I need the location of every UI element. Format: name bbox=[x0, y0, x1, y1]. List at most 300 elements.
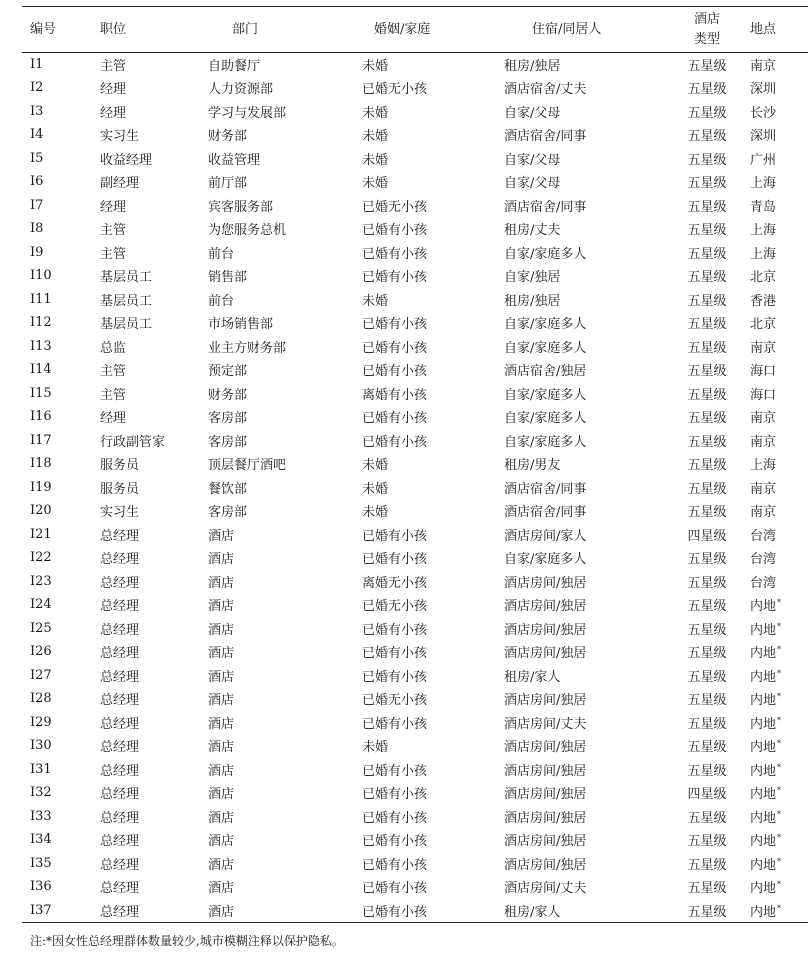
cell-marital bbox=[350, 53, 492, 77]
footnote-marker: * bbox=[777, 621, 782, 631]
cell-position-text: 总经理 bbox=[100, 716, 140, 732]
cell-location bbox=[746, 217, 808, 241]
cell-department-text: 酒店 bbox=[208, 810, 235, 826]
cell-location bbox=[746, 241, 808, 265]
cell-id-text: I34 bbox=[30, 832, 52, 848]
cell-department bbox=[196, 264, 350, 288]
table-row bbox=[22, 617, 808, 641]
cell-position bbox=[88, 828, 196, 852]
cell-id-text: I1 bbox=[30, 57, 44, 72]
cell-id bbox=[22, 288, 88, 312]
cell-position bbox=[88, 523, 196, 547]
cell-position bbox=[88, 805, 196, 829]
cell-marital-text: 已婚有小孩 bbox=[362, 810, 428, 826]
table-row bbox=[22, 382, 808, 406]
cell-location-text: 上海 bbox=[750, 176, 777, 192]
table-row bbox=[22, 76, 808, 100]
cell-id-text: I21 bbox=[30, 526, 52, 542]
cell-location-text: 深圳 bbox=[750, 129, 777, 145]
cell-marital-text: 已婚有小孩 bbox=[362, 857, 428, 873]
cell-position-text: 基层员工 bbox=[100, 270, 153, 286]
header-hotel-type-line1: 酒店 bbox=[693, 11, 720, 27]
cell-position-text: 总经理 bbox=[100, 646, 140, 662]
cell-department-text: 业主方财务部 bbox=[208, 340, 287, 356]
cell-hotel-type-text: 五星级 bbox=[687, 59, 727, 74]
cell-marital-text: 已婚无小孩 bbox=[362, 82, 428, 98]
cell-marital-text: 未婚 bbox=[362, 505, 389, 521]
cell-marital-text: 已婚有小孩 bbox=[362, 716, 428, 732]
cell-position-text: 主管 bbox=[100, 364, 127, 380]
footnote-marker: * bbox=[777, 856, 782, 866]
cell-department-text: 酒店 bbox=[208, 646, 235, 662]
cell-marital-text: 未婚 bbox=[362, 458, 389, 474]
cell-department bbox=[196, 852, 350, 876]
table-row bbox=[22, 147, 808, 171]
cell-marital bbox=[350, 217, 492, 241]
cell-marital-text: 已婚有小孩 bbox=[362, 340, 428, 356]
cell-residence-text: 酒店房间/独居 bbox=[504, 857, 587, 873]
cell-id-text: I31 bbox=[30, 761, 52, 777]
table-row bbox=[22, 664, 808, 688]
cell-location-text: 南京 bbox=[750, 59, 777, 74]
cell-id-text: I27 bbox=[30, 667, 52, 683]
cell-department-text: 酒店 bbox=[208, 528, 235, 544]
cell-department bbox=[196, 335, 350, 359]
cell-id bbox=[22, 781, 88, 805]
cell-position-text: 主管 bbox=[100, 246, 127, 262]
cell-department bbox=[196, 241, 350, 265]
cell-location-text: 海口 bbox=[750, 364, 777, 380]
cell-position bbox=[88, 429, 196, 453]
cell-id bbox=[22, 311, 88, 335]
cell-hotel-type-text: 五星级 bbox=[687, 340, 727, 356]
cell-department-text: 酒店 bbox=[208, 787, 235, 803]
cell-position-text: 主管 bbox=[100, 223, 127, 239]
cell-position-text: 主管 bbox=[100, 387, 127, 403]
cell-position-text: 总经理 bbox=[100, 622, 140, 638]
cell-marital-text: 已婚有小孩 bbox=[362, 881, 428, 897]
cell-position bbox=[88, 899, 196, 923]
cell-hotel-type bbox=[668, 828, 746, 852]
cell-marital-text: 未婚 bbox=[362, 176, 389, 192]
cell-id bbox=[22, 664, 88, 688]
cell-marital bbox=[350, 664, 492, 688]
cell-hotel-type bbox=[668, 593, 746, 617]
cell-hotel-type bbox=[668, 241, 746, 265]
cell-department bbox=[196, 899, 350, 923]
cell-residence-text: 自家/家庭多人 bbox=[504, 317, 587, 333]
table-row bbox=[22, 264, 808, 288]
footnote-marker: * bbox=[777, 598, 782, 608]
cell-marital-text: 已婚有小孩 bbox=[362, 787, 428, 803]
cell-marital bbox=[350, 852, 492, 876]
cell-department-text: 预定部 bbox=[208, 364, 248, 380]
table-row bbox=[22, 476, 808, 500]
cell-location bbox=[746, 429, 808, 453]
cell-department-text: 酒店 bbox=[208, 669, 235, 685]
cell-id-text: I30 bbox=[30, 738, 52, 754]
cell-residence-text: 租房/家人 bbox=[504, 669, 561, 685]
cell-hotel-type-text: 五星级 bbox=[687, 199, 727, 215]
cell-hotel-type-text: 五星级 bbox=[687, 552, 727, 568]
cell-hotel-type bbox=[668, 53, 746, 77]
cell-location bbox=[746, 758, 808, 782]
cell-hotel-type bbox=[668, 546, 746, 570]
table-row bbox=[22, 123, 808, 147]
cell-department-text: 人力资源部 bbox=[208, 82, 274, 98]
cell-position bbox=[88, 53, 196, 77]
cell-position-text: 服务员 bbox=[100, 481, 140, 497]
cell-residence-text: 酒店房间/独居 bbox=[504, 693, 587, 709]
cell-location bbox=[746, 852, 808, 876]
cell-hotel-type-text: 五星级 bbox=[687, 834, 727, 850]
cell-residence-text: 自家/家庭多人 bbox=[504, 552, 587, 568]
cell-residence bbox=[492, 335, 668, 359]
cell-location-text: 长沙 bbox=[750, 105, 777, 121]
cell-department bbox=[196, 288, 350, 312]
cell-department bbox=[196, 123, 350, 147]
cell-department bbox=[196, 76, 350, 100]
cell-department bbox=[196, 570, 350, 594]
cell-marital bbox=[350, 617, 492, 641]
cell-hotel-type bbox=[668, 711, 746, 735]
cell-residence bbox=[492, 828, 668, 852]
cell-marital-text: 已婚有小孩 bbox=[362, 364, 428, 380]
cell-hotel-type-text: 五星级 bbox=[687, 481, 727, 497]
cell-marital-text: 已婚有小孩 bbox=[362, 834, 428, 850]
table-row bbox=[22, 335, 808, 359]
cell-location bbox=[746, 358, 808, 382]
cell-residence-text: 酒店宿舍/独居 bbox=[504, 364, 587, 380]
cell-id-text: I36 bbox=[30, 879, 52, 895]
cell-residence-text: 租房/男友 bbox=[504, 458, 561, 474]
cell-id-text: I4 bbox=[30, 127, 44, 143]
cell-hotel-type bbox=[668, 123, 746, 147]
cell-position-text: 总经理 bbox=[100, 881, 140, 897]
cell-position-text: 副经理 bbox=[100, 176, 140, 192]
cell-marital bbox=[350, 828, 492, 852]
cell-marital bbox=[350, 288, 492, 312]
cell-residence bbox=[492, 311, 668, 335]
cell-residence-text: 自家/父母 bbox=[504, 176, 561, 192]
cell-location bbox=[746, 687, 808, 711]
cell-hotel-type-text: 五星级 bbox=[687, 740, 727, 756]
cell-department bbox=[196, 828, 350, 852]
cell-residence-text: 酒店房间/独居 bbox=[504, 763, 587, 779]
cell-hotel-type-text: 五星级 bbox=[687, 223, 727, 239]
cell-department bbox=[196, 194, 350, 218]
cell-id-text: I25 bbox=[30, 620, 52, 636]
cell-residence-text: 酒店房间/独居 bbox=[504, 810, 587, 826]
cell-residence-text: 租房/家人 bbox=[504, 904, 561, 920]
cell-marital bbox=[350, 264, 492, 288]
cell-department bbox=[196, 499, 350, 523]
cell-marital-text: 已婚有小孩 bbox=[362, 270, 428, 286]
cell-location-text: 内地 bbox=[750, 622, 777, 638]
cell-department bbox=[196, 617, 350, 641]
cell-position bbox=[88, 664, 196, 688]
cell-hotel-type-text: 五星级 bbox=[687, 716, 727, 732]
cell-id-text: I8 bbox=[30, 221, 44, 237]
cell-id-text: I11 bbox=[30, 291, 52, 307]
cell-residence-text: 自家/家庭多人 bbox=[504, 340, 587, 356]
table-row bbox=[22, 546, 808, 570]
table-row bbox=[22, 288, 808, 312]
cell-residence-text: 酒店宿舍/同事 bbox=[504, 129, 587, 145]
cell-location-text: 台湾 bbox=[750, 528, 777, 544]
cell-department bbox=[196, 429, 350, 453]
table-row bbox=[22, 570, 808, 594]
cell-location bbox=[746, 640, 808, 664]
cell-residence bbox=[492, 358, 668, 382]
cell-hotel-type-text: 五星级 bbox=[687, 763, 727, 779]
cell-location-text: 广州 bbox=[750, 152, 777, 168]
cell-location bbox=[746, 781, 808, 805]
cell-location bbox=[746, 570, 808, 594]
cell-residence-text: 租房/丈夫 bbox=[504, 223, 561, 239]
cell-hotel-type-text: 五星级 bbox=[687, 810, 727, 826]
cell-id bbox=[22, 828, 88, 852]
table-row bbox=[22, 852, 808, 876]
cell-department bbox=[196, 147, 350, 171]
cell-position bbox=[88, 288, 196, 312]
cell-hotel-type bbox=[668, 264, 746, 288]
cell-residence bbox=[492, 805, 668, 829]
cell-marital bbox=[350, 899, 492, 923]
header-marital: 婚姻/家庭 bbox=[374, 21, 431, 37]
cell-hotel-type bbox=[668, 382, 746, 406]
cell-location-text: 内地 bbox=[750, 881, 777, 897]
cell-location-text: 上海 bbox=[750, 458, 777, 474]
cell-id-text: I33 bbox=[30, 808, 52, 824]
header-residence: 住宿/同居人 bbox=[532, 21, 602, 37]
cell-id-text: I19 bbox=[30, 479, 52, 495]
cell-id bbox=[22, 194, 88, 218]
cell-id bbox=[22, 217, 88, 241]
cell-id bbox=[22, 147, 88, 171]
cell-residence-text: 自家/独居 bbox=[504, 270, 561, 286]
cell-position bbox=[88, 499, 196, 523]
cell-id-text: I18 bbox=[30, 456, 52, 472]
cell-location bbox=[746, 546, 808, 570]
cell-location-text: 台湾 bbox=[750, 575, 777, 591]
cell-department-text: 前台 bbox=[208, 246, 235, 262]
cell-department-text: 酒店 bbox=[208, 575, 235, 591]
cell-hotel-type bbox=[668, 781, 746, 805]
cell-residence bbox=[492, 123, 668, 147]
cell-department-text: 酒店 bbox=[208, 552, 235, 568]
table-row bbox=[22, 358, 808, 382]
table-row bbox=[22, 734, 808, 758]
cell-marital bbox=[350, 382, 492, 406]
cell-location bbox=[746, 100, 808, 124]
cell-residence bbox=[492, 734, 668, 758]
table-row bbox=[22, 758, 808, 782]
cell-marital bbox=[350, 194, 492, 218]
cell-department bbox=[196, 100, 350, 124]
cell-id bbox=[22, 100, 88, 124]
cell-marital bbox=[350, 570, 492, 594]
cell-position-text: 总经理 bbox=[100, 552, 140, 568]
cell-residence-text: 酒店房间/丈夫 bbox=[504, 716, 587, 732]
cell-department bbox=[196, 405, 350, 429]
cell-marital-text: 未婚 bbox=[362, 105, 389, 121]
cell-marital bbox=[350, 429, 492, 453]
table-row bbox=[22, 805, 808, 829]
cell-hotel-type-text: 五星级 bbox=[687, 105, 727, 121]
cell-location-text: 海口 bbox=[750, 387, 777, 403]
cell-marital-text: 已婚无小孩 bbox=[362, 693, 428, 709]
cell-location bbox=[746, 734, 808, 758]
cell-position bbox=[88, 687, 196, 711]
cell-department bbox=[196, 546, 350, 570]
cell-marital bbox=[350, 734, 492, 758]
cell-position-text: 总经理 bbox=[100, 740, 140, 756]
cell-residence bbox=[492, 687, 668, 711]
cell-position-text: 总经理 bbox=[100, 528, 140, 544]
cell-marital bbox=[350, 123, 492, 147]
cell-position bbox=[88, 123, 196, 147]
cell-position bbox=[88, 617, 196, 641]
cell-department-text: 客房部 bbox=[208, 434, 248, 450]
cell-id-text: I24 bbox=[30, 597, 52, 613]
cell-hotel-type-text: 五星级 bbox=[687, 434, 727, 450]
cell-marital bbox=[350, 147, 492, 171]
cell-department-text: 客房部 bbox=[208, 411, 248, 427]
cell-residence bbox=[492, 217, 668, 241]
cell-residence bbox=[492, 100, 668, 124]
cell-hotel-type bbox=[668, 899, 746, 923]
cell-position bbox=[88, 358, 196, 382]
cell-residence-text: 酒店房间/独居 bbox=[504, 599, 587, 615]
cell-marital bbox=[350, 523, 492, 547]
cell-hotel-type-text: 五星级 bbox=[687, 152, 727, 168]
cell-position-text: 服务员 bbox=[100, 458, 140, 474]
cell-position-text: 收益经理 bbox=[100, 152, 153, 168]
cell-position-text: 基层员工 bbox=[100, 317, 153, 333]
cell-position-text: 总经理 bbox=[100, 834, 140, 850]
cell-id bbox=[22, 875, 88, 899]
cell-id-text: I15 bbox=[30, 385, 52, 401]
cell-id bbox=[22, 617, 88, 641]
table-row bbox=[22, 405, 808, 429]
cell-id bbox=[22, 593, 88, 617]
cell-marital-text: 已婚有小孩 bbox=[362, 646, 428, 662]
cell-position-text: 基层员工 bbox=[100, 293, 153, 309]
cell-id-text: I20 bbox=[30, 503, 52, 519]
cell-hotel-type-text: 五星级 bbox=[687, 176, 727, 192]
cell-marital bbox=[350, 241, 492, 265]
cell-marital-text: 已婚有小孩 bbox=[362, 622, 428, 638]
cell-department-text: 前台 bbox=[208, 293, 235, 309]
header-hotel-type-line2: 类型 bbox=[693, 31, 720, 47]
cell-residence-text: 酒店房间/独居 bbox=[504, 787, 587, 803]
cell-location-text: 内地 bbox=[750, 740, 777, 756]
cell-position bbox=[88, 711, 196, 735]
cell-marital-text: 已婚有小孩 bbox=[362, 223, 428, 239]
table-row bbox=[22, 640, 808, 664]
cell-location-text: 青岛 bbox=[750, 199, 777, 215]
cell-hotel-type bbox=[668, 100, 746, 124]
cell-location-text: 内地 bbox=[750, 857, 777, 873]
footnote-marker: * bbox=[777, 645, 782, 655]
cell-position-text: 经理 bbox=[100, 105, 127, 121]
cell-department-text: 客房部 bbox=[208, 505, 248, 521]
cell-department bbox=[196, 593, 350, 617]
cell-residence-text: 酒店房间/家人 bbox=[504, 528, 587, 544]
cell-id bbox=[22, 758, 88, 782]
cell-location bbox=[746, 711, 808, 735]
cell-department-text: 酒店 bbox=[208, 716, 235, 732]
cell-position bbox=[88, 100, 196, 124]
cell-location-text: 南京 bbox=[750, 505, 777, 521]
cell-marital bbox=[350, 593, 492, 617]
cell-location bbox=[746, 617, 808, 641]
cell-residence bbox=[492, 476, 668, 500]
cell-residence-text: 自家/家庭多人 bbox=[504, 387, 587, 403]
cell-residence bbox=[492, 405, 668, 429]
cell-hotel-type bbox=[668, 805, 746, 829]
cell-hotel-type bbox=[668, 217, 746, 241]
cell-residence-text: 自家/父母 bbox=[504, 105, 561, 121]
cell-marital bbox=[350, 405, 492, 429]
footnote-marker: * bbox=[777, 809, 782, 819]
cell-id bbox=[22, 452, 88, 476]
cell-residence bbox=[492, 899, 668, 923]
cell-location bbox=[746, 476, 808, 500]
cell-hotel-type-text: 五星级 bbox=[687, 270, 727, 286]
cell-position-text: 经理 bbox=[100, 82, 127, 98]
cell-marital-text: 已婚有小孩 bbox=[362, 763, 428, 779]
cell-marital-text: 已婚有小孩 bbox=[362, 904, 428, 920]
cell-residence bbox=[492, 523, 668, 547]
cell-id-text: I3 bbox=[30, 103, 44, 119]
cell-location bbox=[746, 382, 808, 406]
cell-id-text: I37 bbox=[30, 902, 52, 918]
cell-position-text: 主管 bbox=[100, 59, 127, 74]
cell-residence bbox=[492, 429, 668, 453]
cell-id bbox=[22, 523, 88, 547]
cell-residence bbox=[492, 147, 668, 171]
footnote-marker: * bbox=[777, 715, 782, 725]
cell-position bbox=[88, 734, 196, 758]
cell-location-text: 南京 bbox=[750, 340, 777, 356]
cell-hotel-type-text: 五星级 bbox=[687, 458, 727, 474]
cell-location bbox=[746, 335, 808, 359]
cell-position bbox=[88, 758, 196, 782]
cell-hotel-type-text: 四星级 bbox=[687, 787, 727, 803]
cell-location bbox=[746, 123, 808, 147]
cell-residence-text: 自家/家庭多人 bbox=[504, 434, 587, 450]
cell-department-text: 酒店 bbox=[208, 904, 235, 920]
cell-location-text: 内地 bbox=[750, 646, 777, 662]
cell-id-text: I17 bbox=[30, 432, 52, 448]
cell-id-text: I32 bbox=[30, 785, 52, 801]
cell-location bbox=[746, 875, 808, 899]
cell-marital bbox=[350, 358, 492, 382]
cell-hotel-type bbox=[668, 405, 746, 429]
cell-id bbox=[22, 76, 88, 100]
cell-hotel-type bbox=[668, 875, 746, 899]
table-row bbox=[22, 828, 808, 852]
cell-location bbox=[746, 170, 808, 194]
cell-location bbox=[746, 805, 808, 829]
cell-department-text: 销售部 bbox=[208, 270, 248, 286]
cell-position-text: 总经理 bbox=[100, 669, 140, 685]
cell-department bbox=[196, 170, 350, 194]
cell-residence bbox=[492, 499, 668, 523]
cell-department-text: 财务部 bbox=[208, 129, 248, 145]
